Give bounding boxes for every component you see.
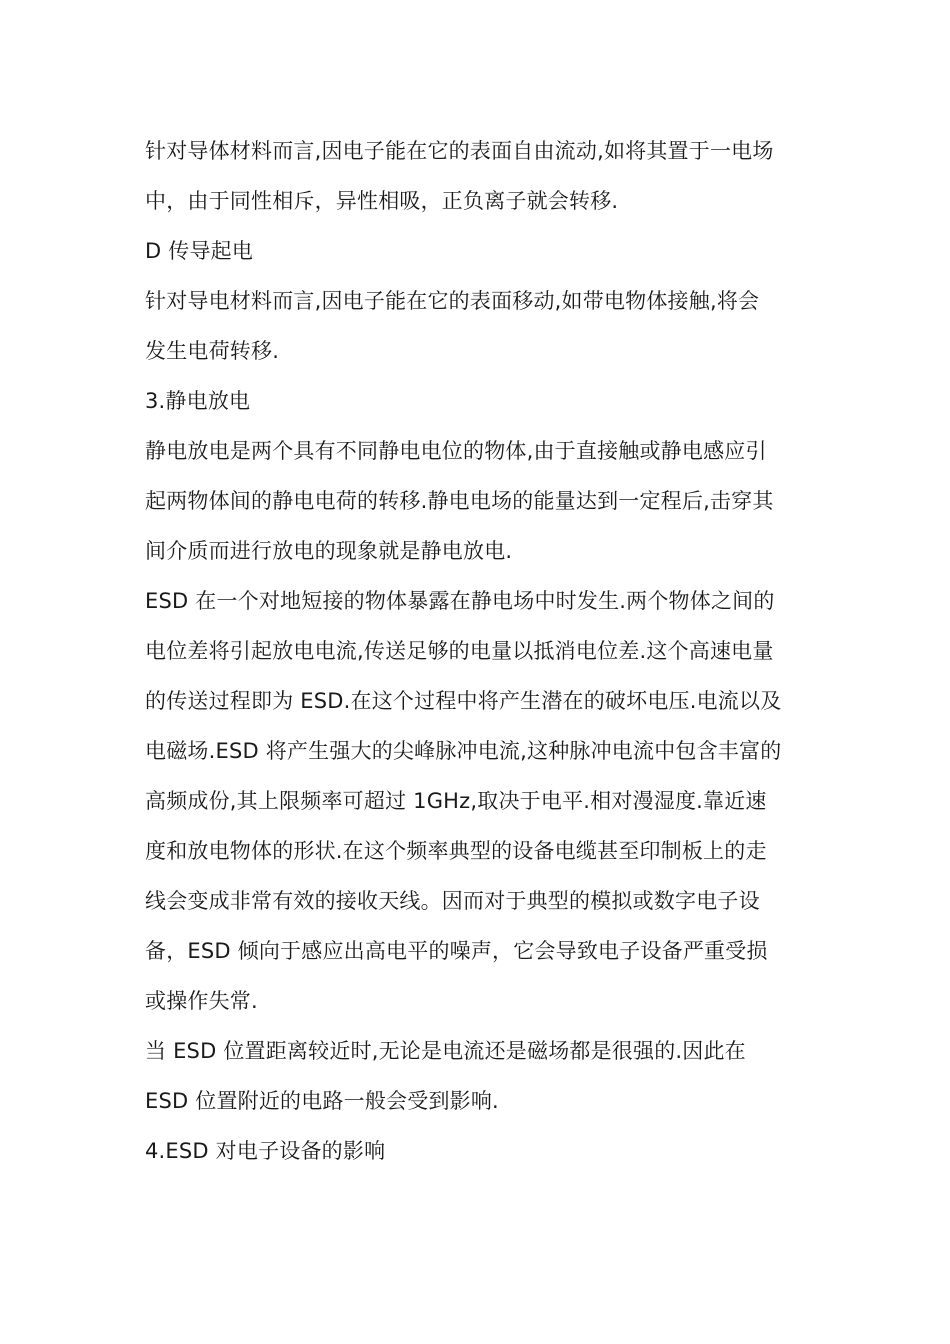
paragraph-line: 中，由于同性相斥，异性相吸，正负离子就会转移.	[145, 189, 619, 213]
section-heading: 4.ESD 对电子设备的影响	[145, 1139, 386, 1163]
paragraph-line: 针对导电材料而言,因电子能在它的表面移动,如带电物体接触,将会	[145, 289, 760, 313]
paragraph-line: 高频成份,其上限频率可超过 1GHz,取决于电平.相对漫湿度.靠近速	[145, 789, 767, 813]
paragraph-line: 度和放电物体的形状.在这个频率典型的设备电缆甚至印制板上的走	[145, 839, 767, 863]
paragraph-line: 电磁场.ESD 将产生强大的尖峰脉冲电流,这种脉冲电流中包含丰富的	[145, 739, 782, 763]
paragraph-line: 针对导体材料而言,因电子能在它的表面自由流动,如将其置于一电场	[145, 139, 774, 163]
paragraph-line: 或操作失常.	[145, 989, 258, 1013]
section-heading: 3.静电放电	[145, 389, 251, 413]
document-body	[145, 126, 825, 1176]
paragraph-line: 线会变成非常有效的接收天线。因而对于典型的模拟或数字电子设	[145, 889, 760, 913]
section-heading: D 传导起电	[145, 239, 254, 263]
paragraph-line: 间介质而进行放电的现象就是静电放电.	[145, 539, 513, 563]
paragraph-line: 的传送过程即为 ESD.在这个过程中将产生潜在的破坏电压.电流以及	[145, 689, 782, 713]
paragraph-line: 静电放电是两个具有不同静电电位的物体,由于直接触或静电感应引	[145, 439, 767, 463]
paragraph-line: ESD 位置附近的电路一般会受到影响.	[145, 1089, 499, 1113]
paragraph-line: 电位差将引起放电电流,传送足够的电量以抵消电位差.这个高速电量	[145, 639, 774, 663]
paragraph-line: ESD 在一个对地短接的物体暴露在静电场中时发生.两个物体之间的	[145, 589, 775, 613]
paragraph-line: 当 ESD 位置距离较近时,无论是电流还是磁场都是很强的.因此在	[145, 1039, 746, 1063]
paragraph-line: 起两物体间的静电电荷的转移.静电电场的能量达到一定程后,击穿其	[145, 489, 774, 513]
paragraph-line: 备，ESD 倾向于感应出高电平的噪声，它会导致电子设备严重受损	[145, 939, 768, 963]
paragraph-line: 发生电荷转移.	[145, 339, 280, 363]
